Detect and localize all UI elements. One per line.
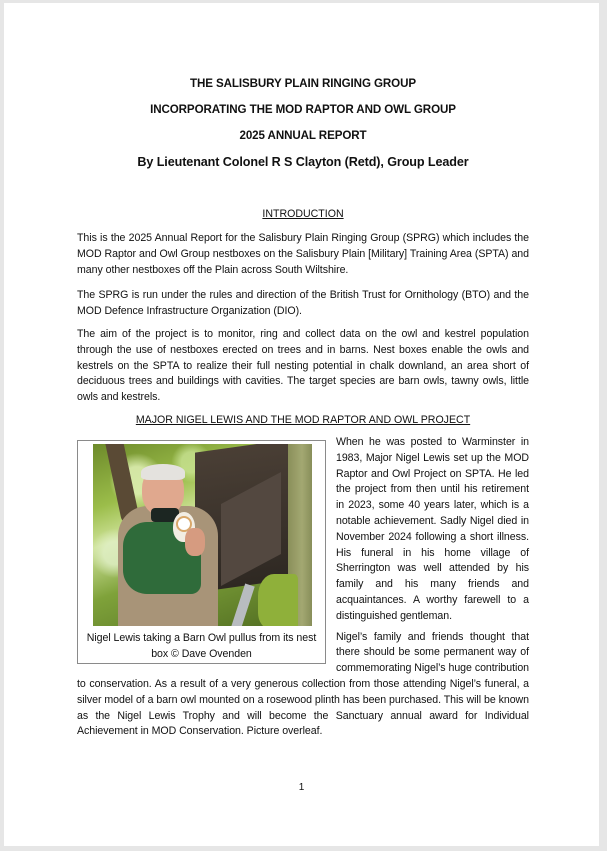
photo-figure (77, 440, 326, 664)
introduction-paragraph-1: This is the 2025 Annual Report for the Salisbury Plain Ringing Group (SPRG) which includes the MOD Raptor and Owl Group nestboxes on the Salisbury Plain [Military] Training Area (SPTA) and many other nestboxes off the Plain across South Wiltshire. (77, 232, 529, 276)
nigel-paragraph-2: Nigel’s family and friends thought that there should be some permanent way of commemorating Nigel’s huge contribution to conservation. As a result of a very generous collection from those attending Nigel’s funeral, a silver model of a barn owl mounted on a rosewood plinth has been purchased. This will be known as the Nigel Lewis Trophy and will become the Sanctuary annual award for Individual Achievement in MOD Conservation. Picture overleaf. (77, 630, 529, 738)
report-title-group: THE SALISBURY PLAIN RINGING GROUP (189, 77, 417, 90)
photo-hair (141, 464, 185, 480)
photo-moss (258, 574, 298, 626)
page-number: 1 (298, 782, 305, 793)
photo-caption: Nigel Lewis taking a Barn Owl pullus from its nest box © Dave Ovenden (86, 632, 317, 660)
photo-hand (185, 528, 205, 556)
nigel-section-body (77, 435, 529, 740)
report-subtitle: INCORPORATING THE MOD RAPTOR AND OWL GROUP (150, 103, 456, 116)
introduction-paragraph-3: The aim of the project is to monitor, ring and collect data on the owl and kestrel population through the use of nestboxes erected on trees and in barns. Nest boxes enable the owls and kestrels on the SPTA to realize their full nesting potential in chalk downland, an area short of deciduous trees and buildings with cavities. The target species are barn owls, tawny owls, little owls and kestrels. (77, 328, 529, 404)
nigel-section-heading: MAJOR NIGEL LEWIS AND THE MOD RAPTOR AND OWL PROJECT (135, 414, 471, 426)
nigel-paragraph-1: When he was posted to Warminster in 1983, Major Nigel Lewis set up the MOD Raptor and Owl Project on SPTA. He led the project from then until his retirement in 2023, some 40 years later, which is a notable achievement. Sadly Nigel died in November 2024 following a short illness. His funeral in his home village of Sherrington was well attended by his family and his many friends and acquaintances. A worthy farewell to a distinguished gentleman. (336, 436, 529, 622)
document-page (4, 3, 599, 846)
report-year-title: 2025 ANNUAL REPORT (239, 129, 367, 142)
introduction-paragraph-2: The SPRG is run under the rules and direction of the British Trust for Ornithology (BTO) and the MOD Defence Infrastructure Organization (DIO). (77, 289, 529, 317)
nigel-lewis-barn-owl-photo (93, 444, 312, 626)
report-byline: By Lieutenant Colonel R S Clayton (Retd), Group Leader (137, 155, 469, 169)
introduction-heading: INTRODUCTION (262, 208, 344, 220)
